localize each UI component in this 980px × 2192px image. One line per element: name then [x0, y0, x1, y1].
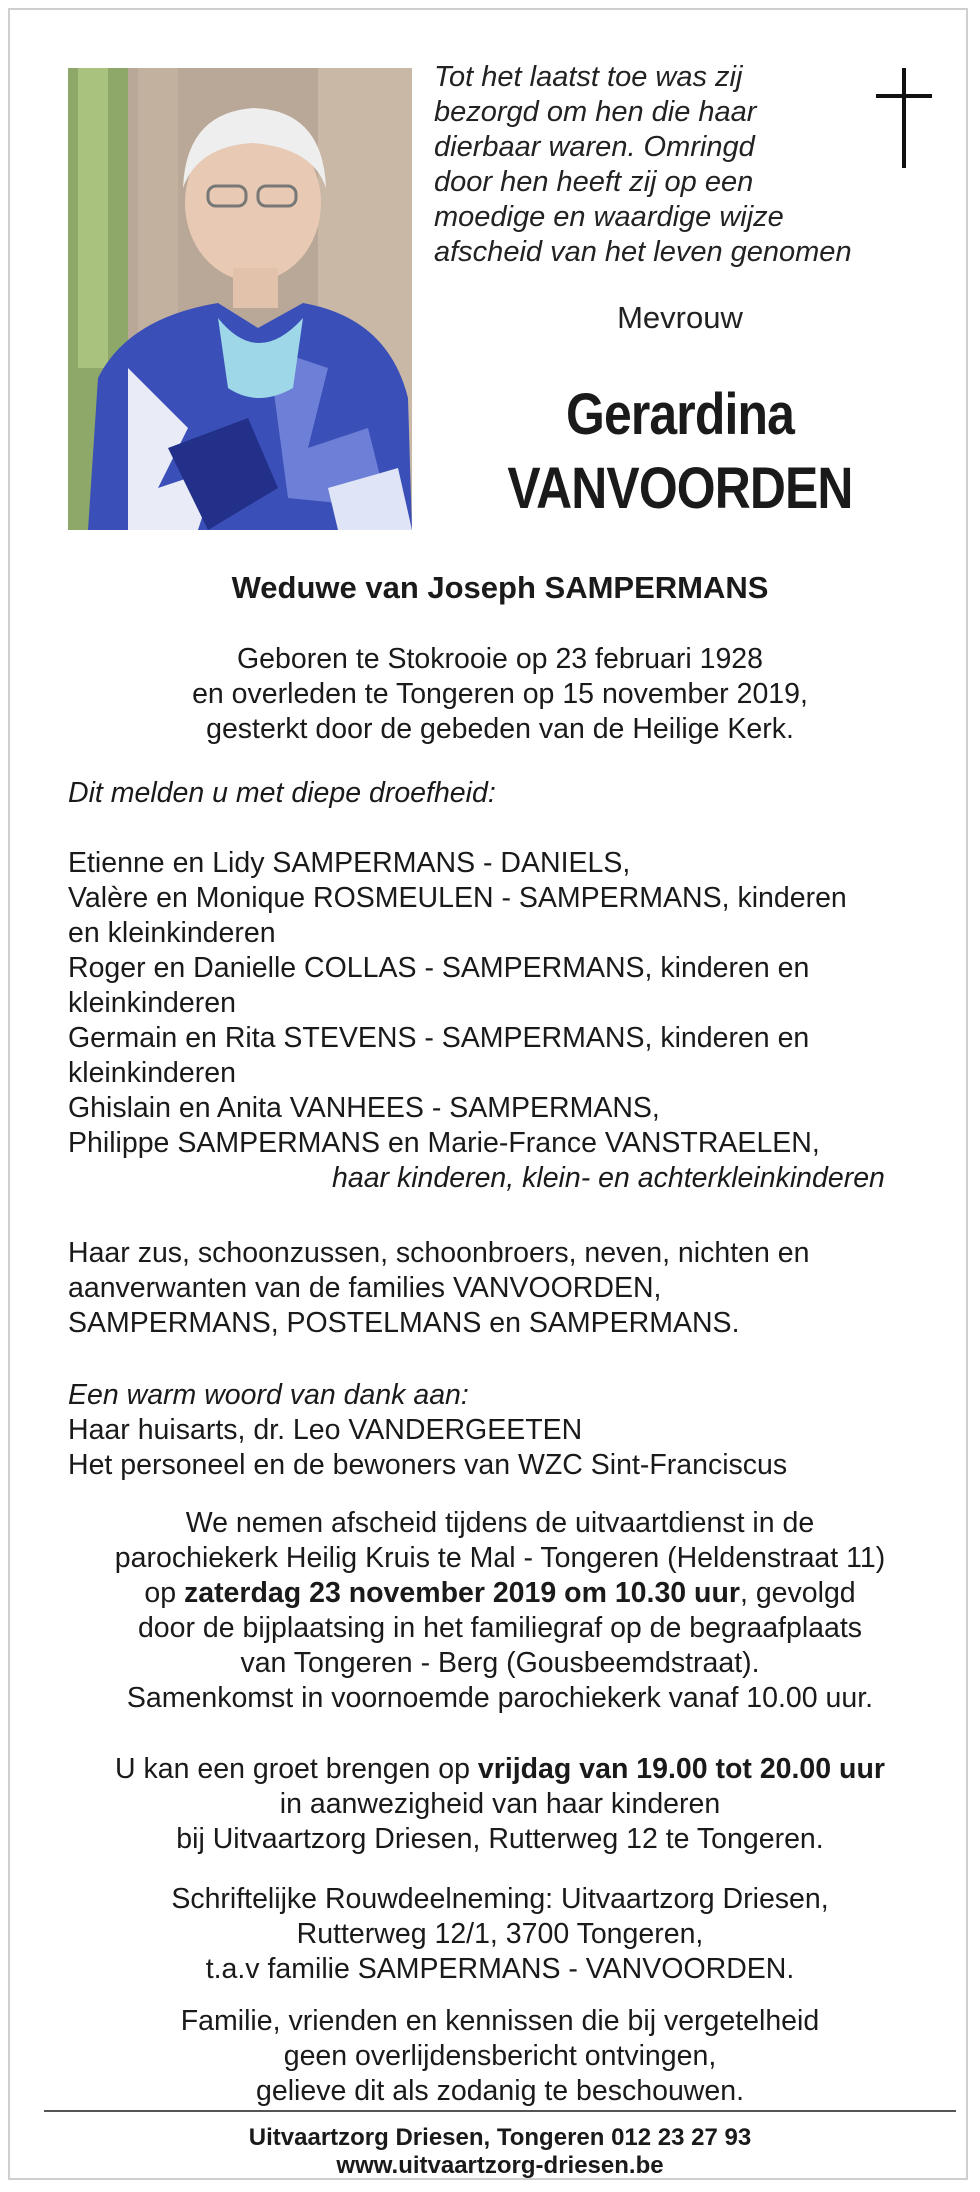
family-line: Valère en Monique ROSMEULEN - SAMPERMANS, kinderen [68, 882, 847, 914]
closing-line: gelieve dit als zodanig te beschouwen. [256, 2075, 744, 2107]
birth-line: gesterkt door de gebeden van de Heilige Kerk. [206, 713, 794, 745]
portrait-image [68, 68, 412, 530]
thanks-block [68, 1378, 948, 1483]
birth-line: Geboren te Stokrooie op 23 februari 1928 [236, 643, 764, 675]
first-name: Gerardina [566, 382, 794, 447]
quote-line: door hen heeft zij op een [434, 166, 754, 198]
footer-divider [44, 2110, 956, 2112]
service-date-post: , gevolgd [739, 1577, 856, 1609]
visit-time-line [10, 1752, 980, 1787]
quote-line: bezorgd om hen die haar [434, 96, 757, 128]
service-date-line [10, 1576, 980, 1611]
family-line: kleinkinderen [68, 1057, 236, 1089]
closing-line: geen overlijdensbericht ontvingen, [283, 2040, 717, 2072]
visit-line: in aanwezigheid van haar kinderen [279, 1788, 721, 1820]
service-line: van Tongeren - Berg (Gousbeemdstraat). [240, 1647, 760, 1679]
family-list [68, 846, 948, 1196]
family-line: Philippe SAMPERMANS en Marie-France VANSTRAELEN, [68, 1127, 820, 1159]
condolence-line: t.a.v familie SAMPERMANS - VANVOORDEN. [205, 1953, 795, 1985]
thanks-line: Het personeel en de bewoners van WZC Sint-Franciscus [68, 1449, 788, 1481]
service-line: parochiekerk Heilig Kruis te Mal - Tongeren (Heldenstraat 11) [114, 1542, 886, 1574]
service-line: door de bijplaatsing in het familiegraf op de begraafplaats [137, 1612, 863, 1644]
sorrow-intro: Dit melden u met diepe droefheid: [68, 777, 496, 809]
birth-death-info [10, 642, 980, 747]
cross-icon [876, 68, 932, 168]
thanks-intro: Een warm woord van dank aan: [68, 1379, 469, 1411]
footer-website[interactable]: www.uitvaartzorg-driesen.be [336, 2152, 664, 2179]
family-line: Ghislain en Anita VANHEES - SAMPERMANS, [68, 1092, 660, 1124]
family-line: kleinkinderen [68, 987, 236, 1019]
relatives-line: aanverwanten van de families VANVOORDEN, [68, 1272, 662, 1304]
visit-line: bij Uitvaartzorg Driesen, Rutterweg 12 te Tongeren. [176, 1823, 824, 1855]
service-line: We nemen afscheid tijdens de uitvaartdienst in de [185, 1507, 815, 1539]
portrait-photo [68, 68, 412, 530]
visit-time: vrijdag van 19.00 tot 20.00 uur [477, 1753, 885, 1785]
quote-line: Tot het laatst toe was zij [434, 61, 743, 93]
quote-line: dierbaar waren. Omringd [434, 131, 755, 163]
family-suffix: haar kinderen, klein- en achterkleinkinderen [332, 1162, 885, 1194]
quote-line: afscheid van het leven genomen [434, 236, 852, 268]
birth-line: en overleden te Tongeren op 15 november 2019, [192, 678, 808, 710]
quote-line: moedige en waardige wijze [434, 201, 784, 233]
family-line: en kleinkinderen [68, 917, 276, 949]
visit-pre: U kan een groet brengen op [115, 1753, 478, 1785]
salutation: Mevrouw [617, 300, 743, 335]
closing-line: Familie, vrienden en kennissen die bij vergetelheid [180, 2005, 820, 2037]
memorial-quote [434, 60, 894, 270]
obituary-card [8, 8, 968, 2180]
thanks-line: Haar huisarts, dr. Leo VANDERGEETEN [68, 1414, 583, 1446]
condolence-line: Schriftelijke Rouwdeelneming: Uitvaartzorg Driesen, [171, 1883, 829, 1915]
relatives-line: Haar zus, schoonzussen, schoonbroers, neven, nichten en [68, 1237, 810, 1269]
widow-line: Weduwe van Joseph SAMPERMANS [231, 570, 769, 605]
family-line: Roger en Danielle COLLAS - SAMPERMANS, kinderen en [68, 952, 810, 984]
condolence-info [10, 1882, 980, 1987]
closing-note [10, 2004, 980, 2109]
last-name: VANVOORDEN [507, 456, 853, 521]
condolence-line: Rutterweg 12/1, 3700 Tongeren, [296, 1918, 704, 1950]
service-date: zaterdag 23 november 2019 om 10.30 uur [183, 1577, 740, 1609]
family-line: Etienne en Lidy SAMPERMANS - DANIELS, [68, 847, 631, 879]
service-date-pre: op [144, 1577, 184, 1609]
visitation-info [10, 1752, 980, 1857]
service-line: Samenkomst in voornoemde parochiekerk vanaf 10.00 uur. [126, 1682, 874, 1714]
footer-company: Uitvaartzorg Driesen, Tongeren 012 23 27 93 [248, 2124, 752, 2151]
funeral-service-info [10, 1506, 980, 1716]
relatives-block [68, 1236, 948, 1341]
family-line: Germain en Rita STEVENS - SAMPERMANS, kinderen en [68, 1022, 810, 1054]
deceased-name [474, 378, 887, 526]
relatives-line: SAMPERMANS, POSTELMANS en SAMPERMANS. [68, 1307, 740, 1339]
